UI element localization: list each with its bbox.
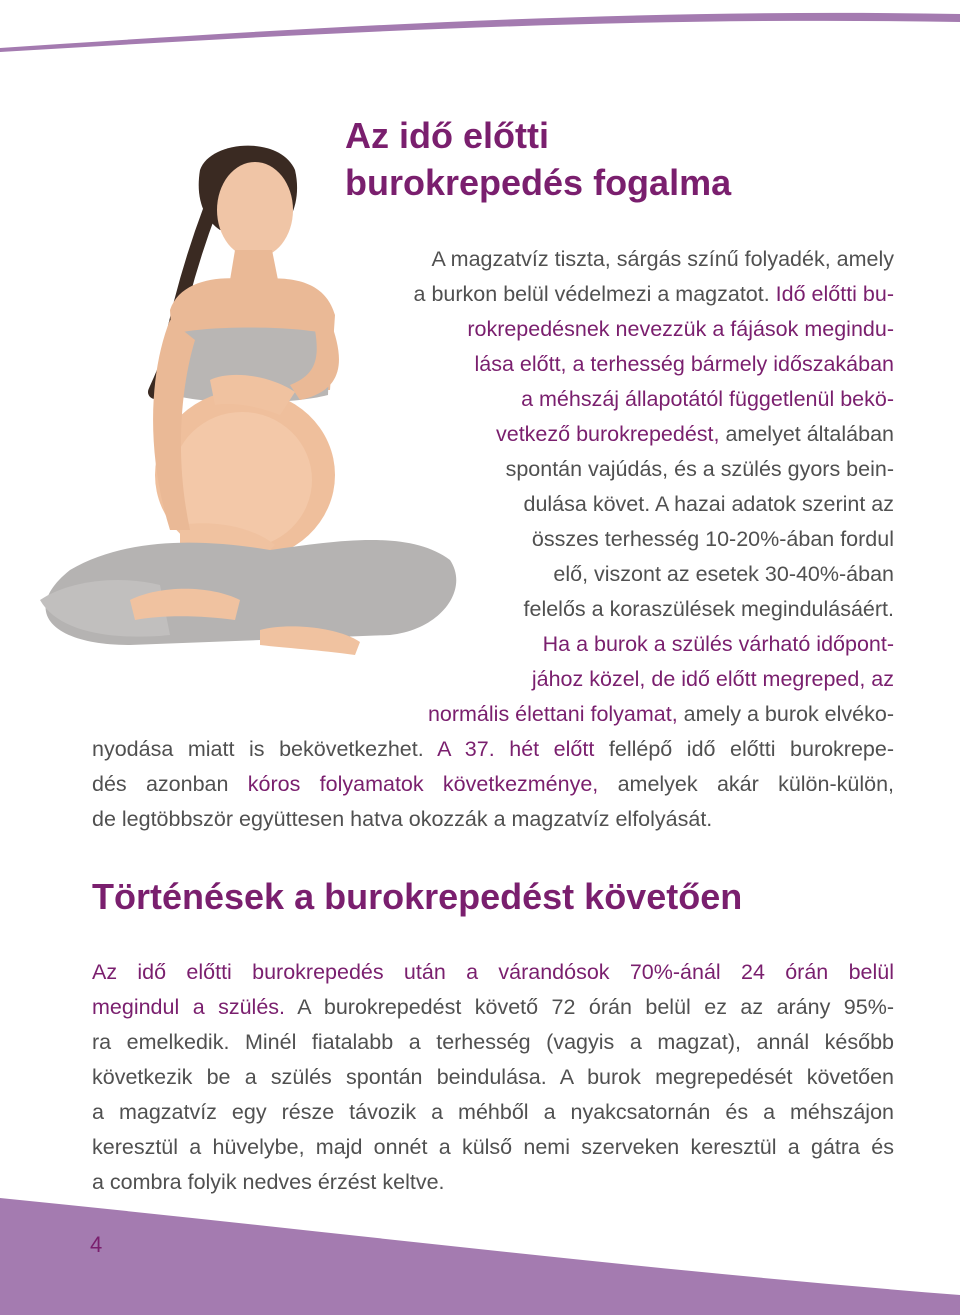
text-run: felelős a koraszülések megindulásáért. [523,597,894,621]
text-run: a magzatvíz egy része távozik a méhből a nyakcsatornán és a méhszájon [92,1100,894,1124]
text-run: spontán vajúdás, és a szülés gyors bein- [505,457,894,481]
highlight-run: Ha a burok a szülés várható időpont- [542,632,894,656]
paragraph-line [92,990,894,1025]
highlight-run: Idő előtti bu- [775,282,894,306]
highlight-run: a méhszáj állapotától függetlenül bekö- [521,387,894,411]
text-run: amelyek akár külön-külön, [598,772,895,796]
paragraph-line [92,1025,894,1060]
top-swoosh-decoration [0,0,960,60]
highlight-run: A 37. hét előtt [437,737,595,761]
text-run: a combra folyik nedves érzést keltve. [92,1170,445,1194]
paragraph-line [92,955,894,990]
text-run: ra emelkedik. Minél fiatalabb a terhesség (vagyis a magzat), annál később [92,1030,894,1054]
text-run: amely a burok elvéko- [677,702,894,726]
paragraph-line [467,312,894,347]
text-run: a burkon belül védelmezi a magzatot. [413,282,776,306]
paragraph-line [524,592,894,627]
paragraph-line [553,557,894,592]
text-run: A burokrepedést követő 72 órán belül ez az arány 95%- [285,995,894,1019]
highlight-run: jához közel, de idő előtt megreped, az [531,667,894,691]
paragraph-line [92,1060,894,1095]
paragraph-line [92,767,894,802]
text-run: dés azonban [92,772,248,796]
text-run: A magzatvíz tiszta, sárgás színű folyadék, amely [431,247,894,271]
paragraph-line [92,802,712,837]
text-run: nyodása miatt is bekövetkezhet. [92,737,438,761]
paragraph-line [428,697,894,732]
paragraph-line [543,627,894,662]
paragraph-line [532,522,894,557]
text-run: elő, viszont az esetek 30-40%-ában [553,562,894,586]
text-run: összes terhesség 10-20%-ában fordul [531,527,894,551]
section-title-events: Történések a burokrepedést követően [92,876,743,917]
text-run: keresztül a hüvelybe, majd onnét a külső nemi szerveken keresztül a gátra és [92,1135,894,1159]
paragraph-line [521,382,894,417]
text-run: de legtöbbször együttesen hatva okozzák a magzatvíz elfolyását. [92,807,713,831]
page-number: 4 [90,1232,103,1257]
paragraph-line [475,347,895,382]
paragraph-line [432,242,894,277]
highlight-run: megindul a szülés. [92,995,286,1019]
bottom-band-decoration [0,1170,960,1315]
paragraph-line [506,452,894,487]
paragraph-line [532,662,894,697]
highlight-run: kóros folyamatok következménye, [247,772,599,796]
title-line-1: Az idő előtti [345,115,549,156]
highlight-run: vetkező burokrepedést, [496,422,720,446]
text-run: következik be a szülés spontán beindulása. A burok megrepedését követően [92,1065,894,1089]
text-run: amelyet általában [719,422,894,446]
pregnant-woman-photo [10,130,470,690]
text-run: dulása követ. A hazai adatok szerint az [523,492,894,516]
paragraph-line [523,487,894,522]
text-run: fellépő idő előtti burokrepe- [594,737,894,761]
highlight-run: normális élettani folyamat, [427,702,678,726]
highlight-run: lása előtt, a terhesség bármely időszakában [474,352,894,376]
paragraph-line [414,277,894,312]
paragraph-line [92,732,894,767]
title-line-2: burokrepedés fogalma [345,162,732,203]
highlight-run: rokrepedésnek nevezzük a fájások megindu- [467,317,894,341]
paragraph-line [92,1130,894,1165]
paragraph-line [496,417,894,452]
paragraph-line [92,1095,894,1130]
highlight-run: Az idő előtti burokrepedés után a várandósok 70%-ánál 24 órán belül [92,960,894,984]
section-title-definition [345,112,905,206]
